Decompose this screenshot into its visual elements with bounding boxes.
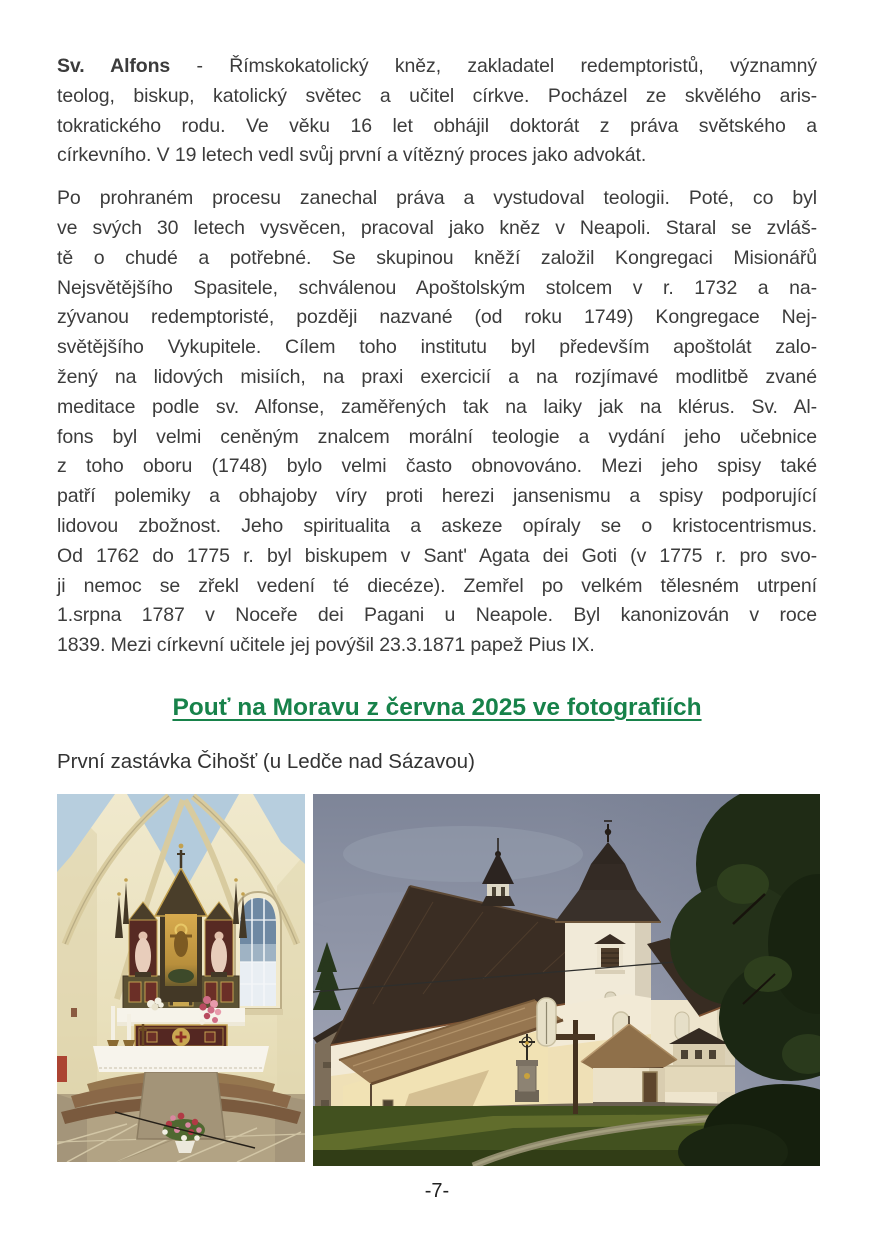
high-altar-table: [117, 1008, 245, 1049]
text-line: 1.srpna 1787 v Noceře dei Pagani u Neapole. Byl kanonizován v roce: [57, 604, 817, 627]
bold-lead: Sv. Alfons: [57, 55, 171, 77]
arched-window: [233, 892, 283, 1015]
text-line: meditace podle sv. Alfonse, zaměřených tak na laiky jak na klérus. Sv. Al-: [57, 395, 817, 418]
church-exterior-illustration: [313, 794, 820, 1166]
text-line: Nejsvětějšího Spasitele, schválenou Apoštolským stolcem v r. 1732 a na-: [57, 276, 817, 299]
text-line: patří polemiky a obhajoby víry proti herezi jansenismu a spisy podporující: [57, 485, 817, 508]
section-heading-text: Pouť na Moravu z června 2025 ve fotografiích: [172, 693, 702, 721]
text-line: církevního. V 19 letech vedl svůj první a vítězný proces jako advokát.: [57, 144, 647, 167]
fence-wall: [665, 1066, 735, 1092]
text-line: ve svých 30 letech vysvěcen, pracoval jako kněz v Neapoli. Staral se zvláš-: [57, 216, 817, 239]
church-interior-illustration: [57, 794, 305, 1162]
paragraph-lines: [57, 82, 817, 171]
cloud: [343, 826, 583, 882]
text-line: fons byl velmi ceněným znalcem morální teologie a vydání jeho učebnice: [57, 425, 817, 448]
text-line: Po prohraném procesu zanechal práva a vystudoval teologii. Poté, co byl: [57, 187, 817, 210]
text-line: Od 1762 do 1775 r. byl biskupem v Sant' Agata dei Goti (v 1775 r. pro svo-: [57, 544, 817, 567]
text-line: tě o chudé a potřebné. Se skupinou kněží založil Kongregaci Misionářů: [57, 246, 817, 269]
chapel-door: [643, 1072, 657, 1104]
paragraph-sv-alfons: [57, 52, 817, 171]
page-number: -7-: [424, 1179, 450, 1202]
wall-fixture: [71, 1008, 77, 1017]
text-line: 1839. Mezi církevní učitele jej povýšil 23.3.1871 papež Pius IX.: [57, 634, 595, 657]
text-line: teolog, biskup, katolický světec a učitel církve. Pocházel ze skvělého aris-: [57, 84, 817, 107]
text-line: [57, 52, 817, 82]
text-run: - Římskokatolický kněz, zakladatel redemptoristů, významný: [170, 55, 817, 77]
paragraph-biography: [57, 184, 817, 661]
subheading: První zastávka Čihošť (u Ledče nad Sázavou): [57, 749, 475, 773]
photo-row: [57, 794, 817, 1166]
photo-church-exterior: [313, 794, 820, 1166]
text-line: zývanou redemptoristé, později nazvané (od roku 1749) Kongregace Nej-: [57, 306, 817, 329]
red-chair: [57, 1056, 67, 1082]
text-line: lidovou zbožnost. Jeho spiritualita a askeze opíraly se o kristocentrismus.: [57, 514, 817, 537]
paragraph-lines: [57, 184, 817, 661]
text-line: světějšího Vykupitele. Cílem toho institutu byl především apoštolát zalo-: [57, 336, 817, 359]
section-heading: [57, 691, 817, 725]
text-line: tokratického rodu. Ve věku 16 let obhájil doktorát z práva světského a: [57, 114, 817, 137]
text-line: ji nemoc se zřekl vedení té diecéze). Zemřel po velkém tělesném utrpení: [57, 574, 817, 597]
text-line: z toho oboru (1748) bylo velmi často obnovováno. Mezi jeho spisy také: [57, 455, 817, 478]
text-line: žený na lidových misiích, na praxi exercicií a na rozjímavé modlitbě zvané: [57, 365, 817, 388]
photo-church-interior: [57, 794, 305, 1162]
